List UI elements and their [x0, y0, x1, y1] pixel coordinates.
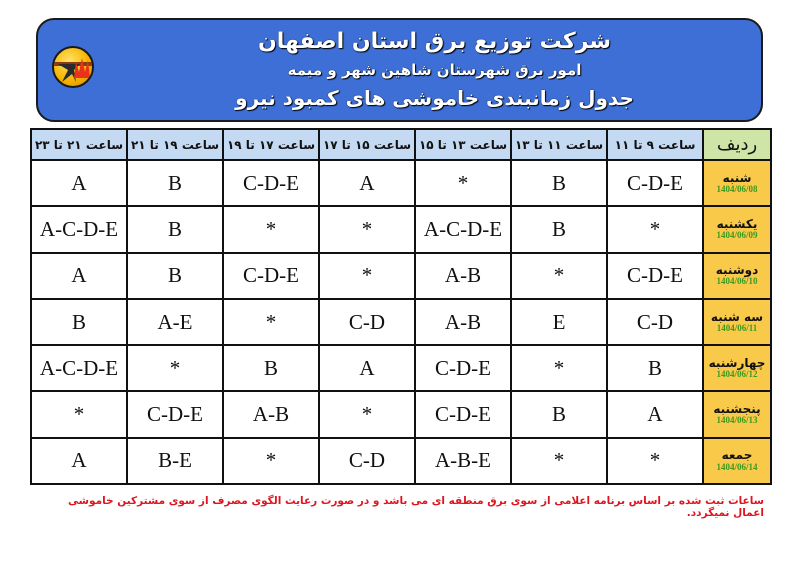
schedule-cell: A [319, 160, 415, 206]
schedule-cell: * [31, 391, 127, 437]
day-name: سه شنبه [710, 309, 764, 324]
schedule-cell: A [319, 345, 415, 391]
schedule-cell: B [127, 206, 223, 252]
schedule-cell: C-D [319, 299, 415, 345]
department-subtitle: امور برق شهرستان شاهین شهر و میمه [287, 61, 582, 79]
schedule-cell: * [319, 391, 415, 437]
schedule-cell: * [319, 206, 415, 252]
day-date: 1404/06/09 [716, 230, 758, 241]
day-name: یکشنبه [716, 216, 758, 231]
schedule-cell: * [511, 438, 607, 484]
day-name: جمعه [721, 448, 753, 463]
column-header-9-11: ساعت ۹ تا ۱۱ [607, 129, 703, 160]
header-banner [36, 18, 763, 122]
schedule-cell: C-D [319, 438, 415, 484]
day-name: پنجشنبه [713, 402, 761, 417]
table-row [31, 438, 771, 484]
schedule-cell: B [127, 160, 223, 206]
day-date: 1404/06/14 [716, 461, 758, 472]
schedule-cell: * [223, 206, 319, 252]
schedule-cell: * [511, 345, 607, 391]
schedule-cell: B [31, 299, 127, 345]
schedule-cell: B [511, 391, 607, 437]
day-cell [703, 160, 771, 206]
schedule-cell: C-D-E [415, 391, 511, 437]
schedule-cell: B [511, 160, 607, 206]
day-cell [703, 391, 771, 437]
schedule-cell: * [415, 160, 511, 206]
outage-schedule-table [30, 128, 772, 485]
day-date: 1404/06/13 [716, 415, 758, 426]
day-name: شنبه [722, 170, 752, 185]
schedule-cell: B [607, 345, 703, 391]
day-cell [703, 206, 771, 252]
schedule-title: جدول زمانبندی خاموشی های کمبود نیرو [235, 86, 634, 110]
day-date: 1404/06/10 [716, 276, 758, 287]
schedule-cell: C-D-E [415, 345, 511, 391]
row-header-label: ردیف [703, 129, 771, 160]
day-cell [703, 253, 771, 299]
schedule-cell: A-B-E [415, 438, 511, 484]
table-row [31, 206, 771, 252]
day-cell [703, 345, 771, 391]
schedule-cell: * [607, 438, 703, 484]
schedule-cell: B [127, 253, 223, 299]
schedule-cell: E [511, 299, 607, 345]
schedule-cell: A-C-D-E [31, 345, 127, 391]
schedule-cell: A [31, 253, 127, 299]
schedule-cell: C-D-E [607, 160, 703, 206]
schedule-cell: C-D-E [607, 253, 703, 299]
schedule-cell: B [223, 345, 319, 391]
day-date: 1404/06/12 [716, 368, 758, 379]
column-header-17-19: ساعت ۱۷ تا ۱۹ [223, 129, 319, 160]
table-row [31, 345, 771, 391]
schedule-cell: A [607, 391, 703, 437]
schedule-cell: * [223, 299, 319, 345]
schedule-cell: * [223, 438, 319, 484]
electricity-company-logo-icon [52, 46, 94, 88]
table-row [31, 299, 771, 345]
day-date: 1404/06/08 [716, 183, 758, 194]
day-name: دوشنبه [715, 263, 759, 278]
schedule-cell: A-B [223, 391, 319, 437]
schedule-cell: A-E [127, 299, 223, 345]
column-header-15-17: ساعت ۱۵ تا ۱۷ [319, 129, 415, 160]
table-row [31, 160, 771, 206]
schedule-cell: A-C-D-E [31, 206, 127, 252]
day-name: چهارشنبه [708, 355, 766, 370]
schedule-cell: A-C-D-E [415, 206, 511, 252]
schedule-cell: C-D-E [223, 160, 319, 206]
day-cell [703, 299, 771, 345]
schedule-cell: * [319, 253, 415, 299]
schedule-cell: B-E [127, 438, 223, 484]
schedule-cell: A-B [415, 299, 511, 345]
table-header-row [31, 129, 771, 160]
column-header-13-15: ساعت ۱۳ تا ۱۵ [415, 129, 511, 160]
schedule-cell: A [31, 438, 127, 484]
column-header-21-23: ساعت ۲۱ تا ۲۳ [31, 129, 127, 160]
schedule-cell: C-D-E [127, 391, 223, 437]
day-cell [703, 438, 771, 484]
schedule-cell: A-B [415, 253, 511, 299]
schedule-cell: C-D-E [223, 253, 319, 299]
schedule-cell: * [127, 345, 223, 391]
schedule-cell: * [511, 253, 607, 299]
schedule-cell: B [511, 206, 607, 252]
column-header-19-21: ساعت ۱۹ تا ۲۱ [127, 129, 223, 160]
footnote-disclaimer: ساعات ثبت شده بر اساس برنامه اعلامی از سوی برق منطقه ای می باشد و در صورت رعایت الگوی مصرف از سوی مشترکین خاموشی اعمال نمیگردد. [68, 495, 764, 519]
company-title: شرکت توزیع برق استان اصفهان [257, 29, 612, 54]
schedule-cell: C-D [607, 299, 703, 345]
schedule-cell: * [607, 206, 703, 252]
table-row [31, 391, 771, 437]
column-header-11-13: ساعت ۱۱ تا ۱۳ [511, 129, 607, 160]
table-row [31, 253, 771, 299]
schedule-cell: A [31, 160, 127, 206]
day-date: 1404/06/11 [716, 322, 758, 333]
